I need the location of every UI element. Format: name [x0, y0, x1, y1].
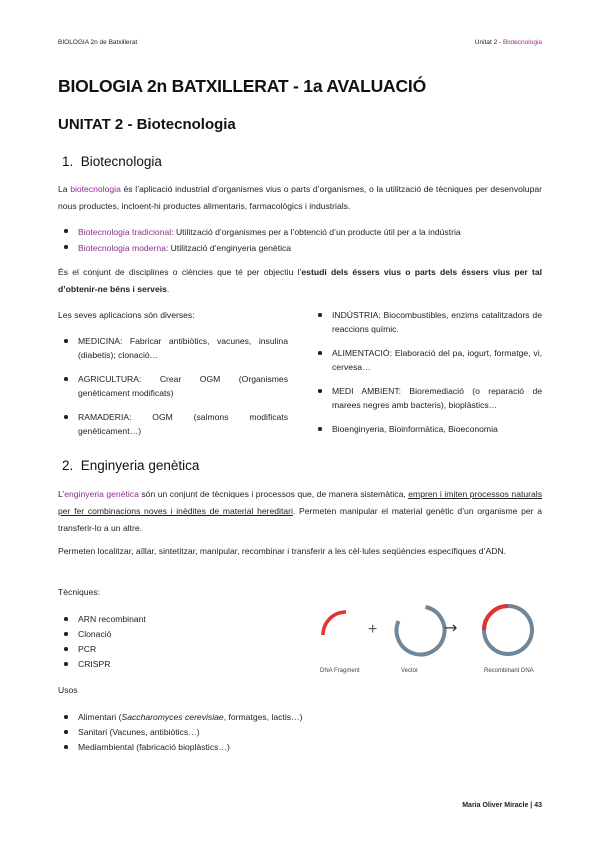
def-suffix: .: [166, 284, 170, 294]
list-item: [58, 224, 542, 240]
list-item: MEDICINA: Fabricar antibiòtics, vacunes, insulina (diabetis); clonació…: [58, 334, 288, 362]
section1-number: 1.: [62, 154, 74, 169]
header-topic: Biotecnologia: [502, 39, 542, 46]
use-prefix: Sanitari (Vacunes, antibiòtics…): [78, 727, 200, 737]
label-recombinant-dna: Recombinant DNA: [484, 668, 534, 674]
section2-paragraph-2: Permeten localitzar, aïllar, sintetitzar, manipular, recombinar i transferir a les cèl·lules seqüències específiques d’ADN.: [58, 546, 507, 556]
recombinant-fragment-arc: [484, 606, 508, 630]
biotech-types-list: [58, 224, 542, 256]
section1-title: Biotecnologia: [80, 154, 162, 169]
list-item: RAMADERIA: OGM (salmons modificats genèticament…): [58, 410, 288, 438]
intro-prefix: La: [58, 184, 71, 194]
list-item: ARN recombinant: [58, 612, 278, 627]
list-item: [58, 240, 542, 256]
def-prefix: És el conjunt de disciplines o ciències que té per objectiu l’: [58, 267, 302, 277]
p1-prefix: L’: [58, 489, 65, 499]
page-title: BIOLOGIA 2n BATXILLERAT - 1a AVALUACIÓ: [58, 76, 427, 96]
section1-definition: [58, 264, 542, 298]
type-desc: : Utilització d’organismes per a l’obtenció d’un producte útil per a la indústria: [171, 227, 461, 237]
section1-heading: [62, 154, 162, 169]
type-term: Biotecnologia tradicional: [78, 227, 172, 237]
p1-underline: empren i imiten processos naturals per fer combinacions noves i inèdites de material hereditari: [58, 489, 542, 516]
label-vector: Vector: [401, 668, 419, 674]
applications-left-list: [58, 334, 288, 438]
running-header-left: BIOLOGIA 2n de Batxillerat: [58, 39, 138, 46]
techniques-label: Tècniques:: [58, 587, 101, 597]
list-item: Clonació: [58, 627, 278, 642]
recombinant-dna-diagram: [300, 592, 550, 682]
type-desc: : Utilització d’enginyeria genètica: [165, 243, 292, 253]
use-prefix: Alimentari (: [78, 712, 122, 722]
section2-title: Enginyeria genètica: [80, 458, 200, 473]
list-item: [58, 725, 458, 740]
vector-circle: [397, 607, 445, 654]
p1-mid: són un conjunt de tècniques i processos que, de manera sistemàtica,: [138, 489, 409, 499]
use-italic: Saccharomyces cerevisiae: [121, 712, 224, 722]
def-bold: estudi dels éssers vius o parts dels éssers vius per tal d’obtenir-ne béns i serveis: [58, 267, 542, 294]
intro-term: biotecnologia: [70, 184, 121, 194]
plus-sign: +: [368, 621, 378, 638]
header-unit: Unitat 2 -: [474, 39, 503, 46]
list-item: PCR: [58, 642, 278, 657]
list-item: MEDI AMBIENT: Bioremediació (o reparació de marees negres amb bacteris), bioplàstics…: [312, 384, 542, 412]
list-item: AGRICULTURA: Crear OGM (Organismes genèticament modificats): [58, 372, 288, 400]
list-item: ALIMENTACIÓ: Elaboració del pa, iogurt, formatge, vi, cervesa…: [312, 346, 542, 374]
intro-rest: és l’aplicació industrial d’organismes vius o parts d’organismes, o la utilització de tècniques per desenvolupar nous productes, incloent-hi productes alimentaris, farmacològics i industrials.: [58, 184, 543, 211]
label-dna-fragment: DNA Fragment: [320, 668, 360, 674]
section2-number: 2.: [62, 458, 74, 473]
unit-title: UNITAT 2 - Biotecnologia: [58, 116, 236, 133]
section1-intro: [58, 181, 542, 215]
list-item: Bioenginyeria, Bioinformàtica, Bioeconomia: [312, 422, 542, 436]
applications-intro: Les seves aplicacions són diverses:: [58, 310, 195, 320]
p1-rest: . Permeten manipular el material genètic d’un organisme per a transferir-lo a un altre.: [58, 506, 542, 533]
list-item: [58, 710, 458, 725]
applications-right-list: [312, 308, 542, 436]
dna-fragment-arc: [323, 612, 346, 635]
page-footer: Maria Oliver Miracle | 43: [462, 802, 542, 809]
list-item: [58, 740, 458, 755]
uses-label: Usos: [58, 685, 78, 695]
list-item: INDÚSTRIA: Biocombustibles, enzims catalitzadors de reaccions químic.: [312, 308, 542, 336]
p1-term: enginyeria genètica: [64, 489, 139, 499]
section2-heading: [62, 458, 199, 473]
type-term: Biotecnologia moderna: [78, 243, 166, 253]
running-header-right: [475, 39, 542, 46]
uses-list: [58, 710, 458, 755]
list-item: CRISPR: [58, 657, 278, 672]
arrow-icon: →: [444, 618, 458, 637]
use-suffix: , formatges, lactis…): [223, 712, 303, 722]
section2-paragraph-1: [58, 486, 542, 537]
use-prefix: Mediambiental (fabricació bioplàstics…): [78, 742, 230, 752]
techniques-list: [58, 612, 278, 672]
